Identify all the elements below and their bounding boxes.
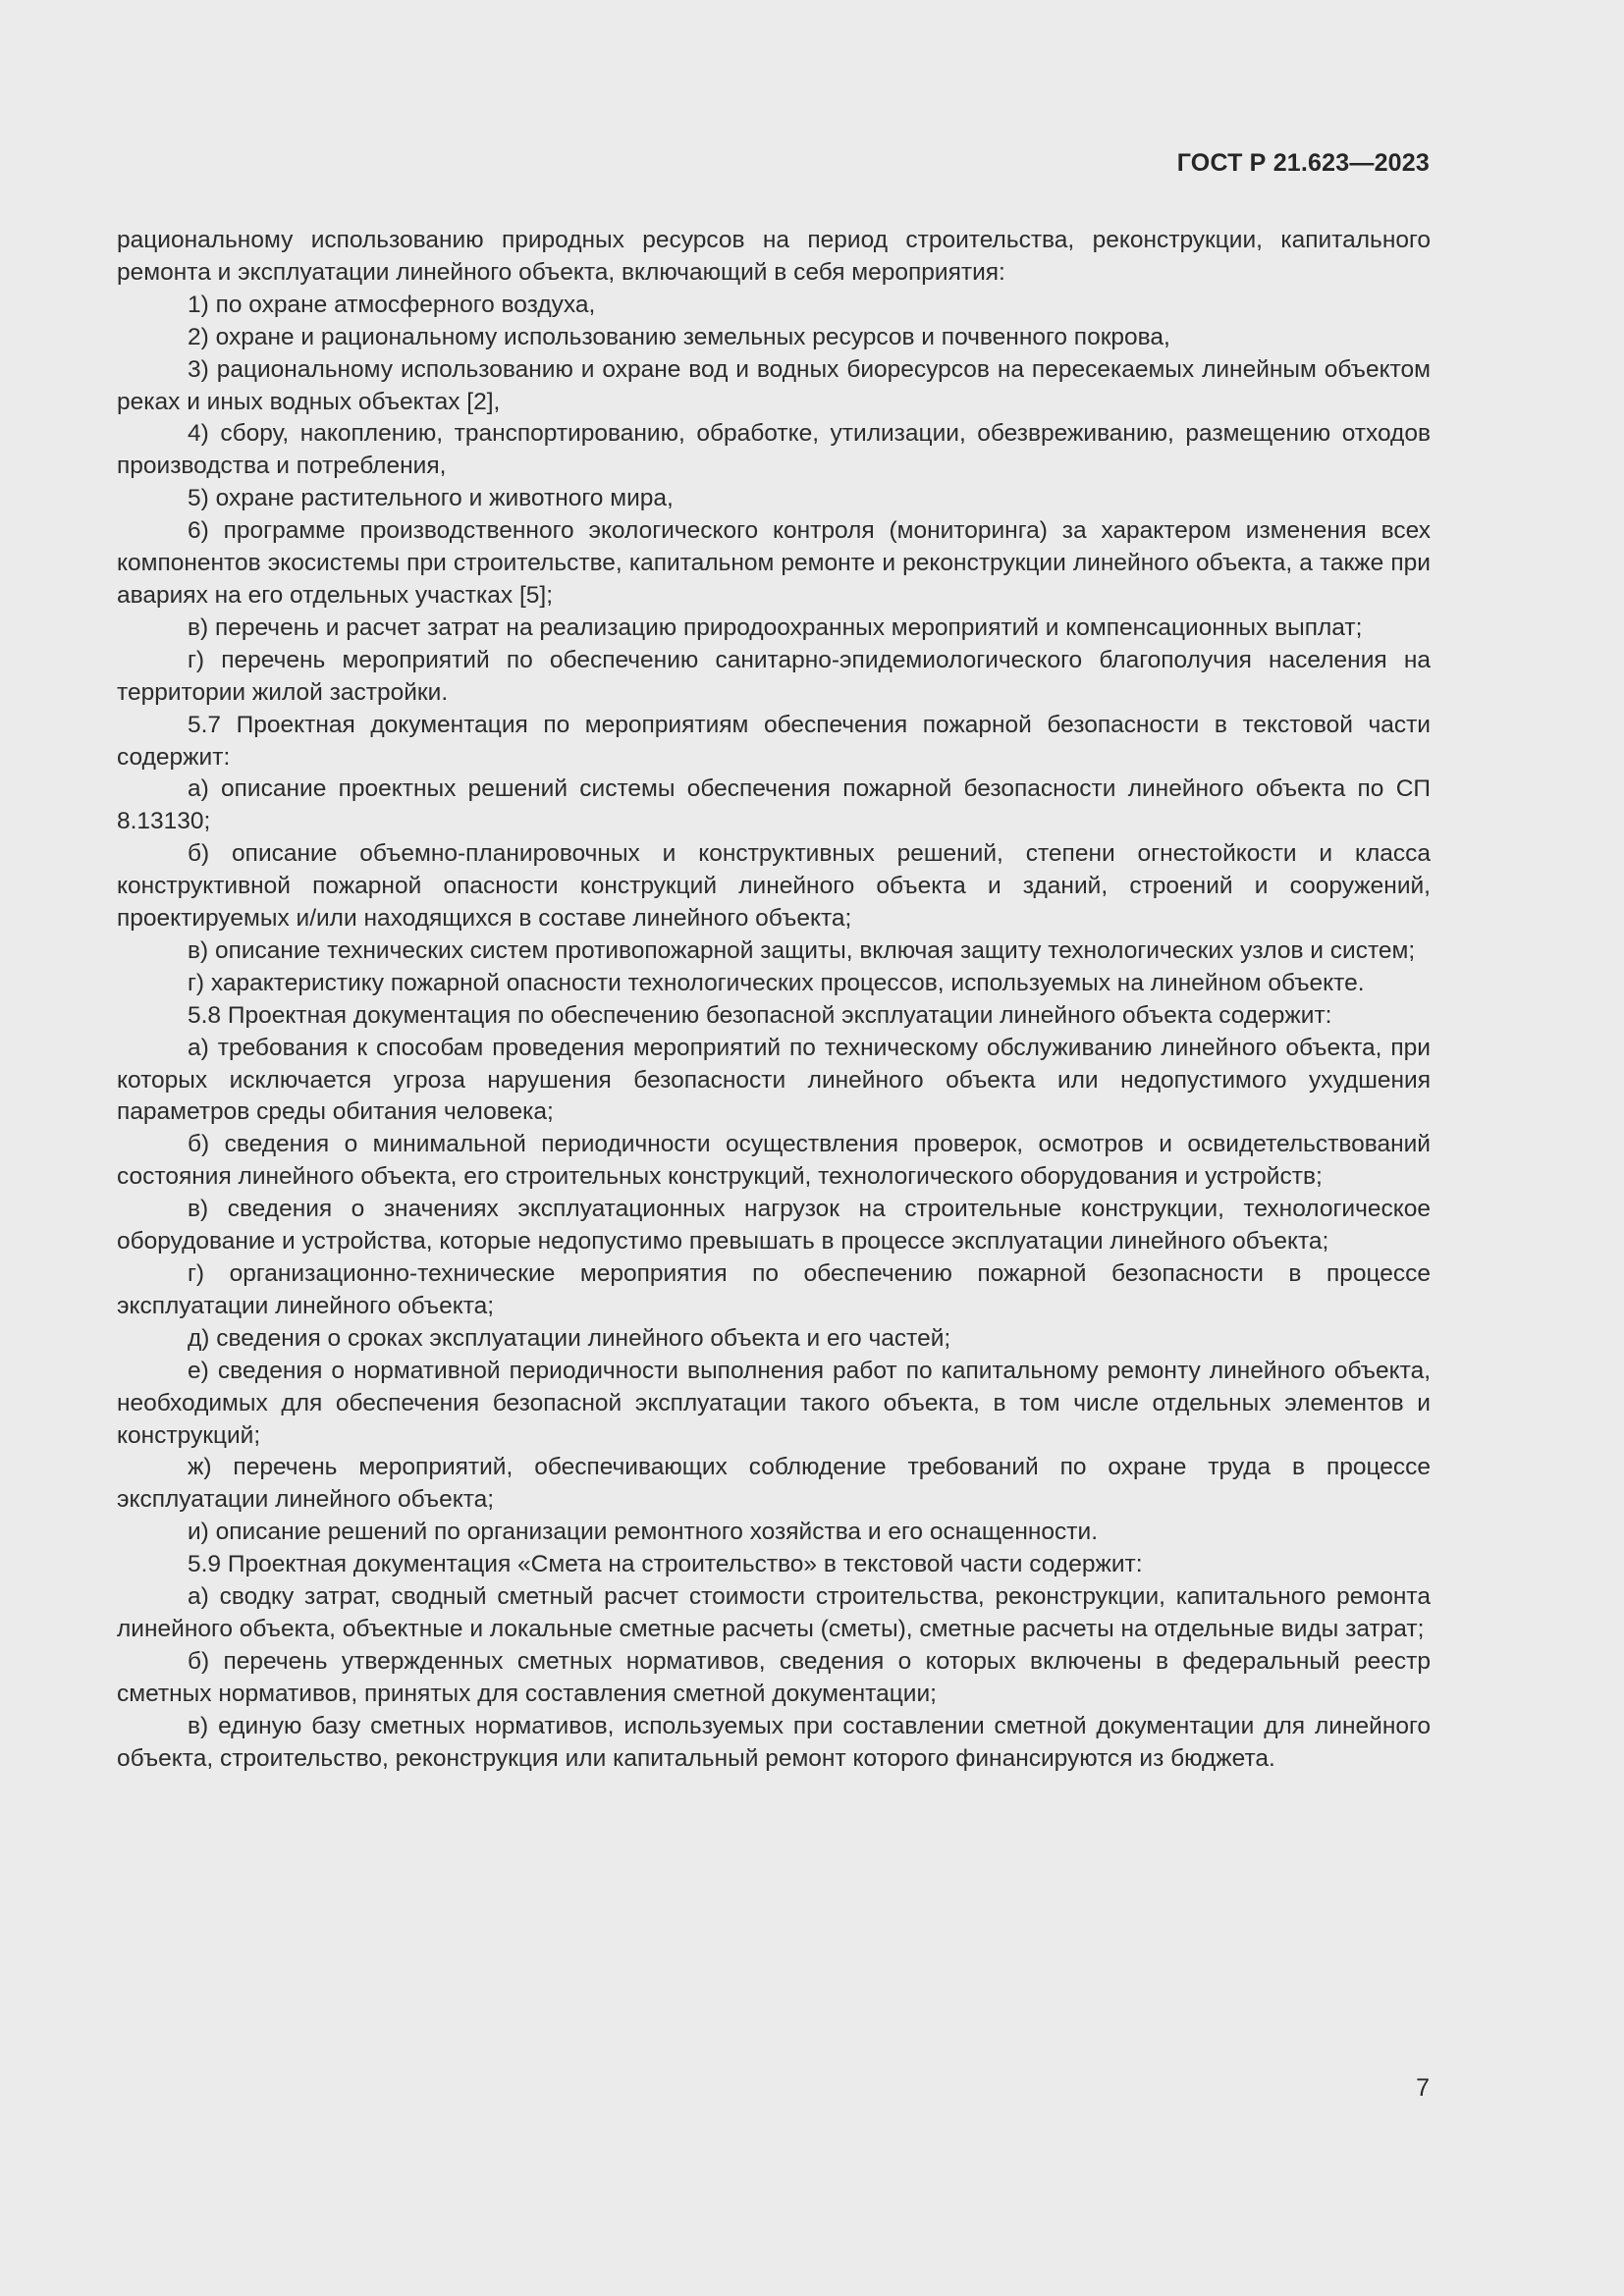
body-paragraph: б) сведения о минимальной периодичности осуществления проверок, осмотров и освидетельствований состояния линейного объекта, его строительных конструкций, технологического оборудования и устройств;	[117, 1131, 1431, 1191]
body-paragraph: рациональному использованию природных ресурсов на период строительства, реконструкции, капитального ремонта и эксплуатации линейного объекта, включающий в себя мероприятия:	[117, 227, 1431, 286]
body-paragraph: е) сведения о нормативной периодичности выполнения работ по капитальному ремонту линейного объекта, необходимых для обеспечения безопасной эксплуатации такого объекта, в том числе отдельных элементов и конструкций;	[117, 1357, 1431, 1449]
body-paragraph: в) описание технических систем противопожарной защиты, включая защиту технологических узлов и систем;	[188, 936, 1416, 964]
body-paragraph: 4) сбору, накоплению, транспортированию, обработке, утилизации, обезвреживанию, размещению отходов производства и потребления,	[117, 420, 1431, 480]
body-paragraph: а) сводку затрат, сводный сметный расчет стоимости строительства, реконструкции, капитального ремонта линейного объекта, объектные и локальные сметные расчеты (сметы), сметные расчеты на отдельные виды затрат;	[117, 1583, 1431, 1642]
body-paragraph: 5.8 Проектная документация по обеспечению безопасной эксплуатации линейного объекта содержит:	[188, 1001, 1332, 1029]
document-code-header: ГОСТ Р 21.623—2023	[1176, 149, 1430, 177]
body-paragraph: 5) охране растительного и животного мира,	[188, 485, 674, 512]
body-paragraph: г) характеристику пожарной опасности технологических процессов, используемых на линейном объекте.	[188, 969, 1365, 996]
body-paragraph: ж) перечень мероприятий, обеспечивающих соблюдение требований по охране труда в процессе эксплуатации линейного объекта;	[117, 1454, 1431, 1514]
body-paragraph: в) сведения о значениях эксплуатационных нагрузок на строительные конструкции, технологическое оборудование и устройства, которые недопустимо превышать в процессе эксплуатации линейного объекта;	[117, 1196, 1431, 1255]
document-body	[117, 225, 1431, 1776]
body-paragraph: г) организационно-технические мероприятия по обеспечению пожарной безопасности в процессе эксплуатации линейного объекта;	[117, 1260, 1431, 1319]
body-paragraph: б) описание объемно-планировочных и конструктивных решений, степени огнестойкости и класса конструктивной пожарной опасности конструкций линейного объекта и зданий, строений и сооружений, проектируемых и/или находящихся в составе линейного объекта;	[117, 840, 1431, 933]
page-number: 7	[1416, 2074, 1430, 2102]
body-paragraph: в) единую базу сметных нормативов, используемых при составлении сметной документации для линейного объекта, строительство, реконструкция или капитальный ремонт которого финансируются из бюджета.	[117, 1712, 1431, 1772]
body-paragraph: и) описание решений по организации ремонтного хозяйства и его оснащенности.	[188, 1519, 1099, 1546]
body-paragraph: 6) программе производственного экологического контроля (мониторинга) за характером изменения всех компонентов экосистемы при строительстве, капитальном ремонте и реконструкции линейного объекта, а также при авариях на его отдельных участках [5];	[117, 517, 1431, 609]
body-paragraph: 2) охране и рациональному использованию земельных ресурсов и почвенного покрова,	[188, 323, 1170, 350]
body-paragraph: 1) по охране атмосферного воздуха,	[188, 291, 596, 318]
body-paragraph: в) перечень и расчет затрат на реализацию природоохранных мероприятий и компенсационных выплат;	[188, 614, 1363, 641]
body-paragraph: б) перечень утвержденных сметных нормативов, сведения о которых включены в федеральный реестр сметных нормативов, принятых для составления сметной документации;	[117, 1647, 1431, 1707]
body-paragraph: а) требования к способам проведения мероприятий по техническому обслуживанию линейного объекта, при которых исключается угроза нарушения безопасности линейного объекта или недопустимого ухудшения параметров среды обитания человека;	[117, 1034, 1431, 1126]
body-paragraph: д) сведения о сроках эксплуатации линейного объекта и его частей;	[188, 1324, 951, 1352]
body-paragraph: 5.9 Проектная документация «Смета на строительство» в текстовой части содержит:	[188, 1551, 1143, 1578]
body-paragraph: 5.7 Проектная документация по мероприятиям обеспечения пожарной безопасности в текстовой части содержит:	[117, 711, 1431, 771]
body-paragraph: 3) рациональному использованию и охране вод и водных биоресурсов на пересекаемых линейным объектом реках и иных водных объектах [2],	[117, 355, 1431, 415]
body-paragraph: а) описание проектных решений системы обеспечения пожарной безопасности линейного объекта по СП 8.13130;	[117, 775, 1431, 835]
body-paragraph: г) перечень мероприятий по обеспечению санитарно-эпидемиологического благополучия населения на территории жилой застройки.	[117, 646, 1431, 706]
